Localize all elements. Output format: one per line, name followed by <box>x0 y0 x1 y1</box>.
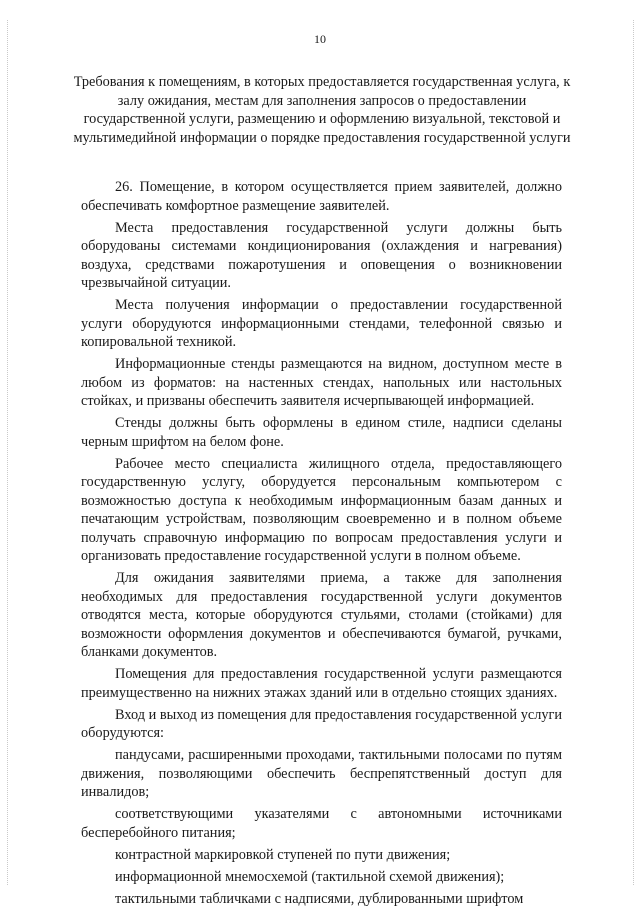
paragraph: Места предоставления государственной услуги должны быть оборудованы системами кондиционирования (охлаждения и нагревания) воздуха, средствами пожаротушения и оповещения о возникновении чрезвычайной ситуации. <box>81 219 562 291</box>
list-item: соответствующими указателями с автономными источниками бесперебойного питания; <box>81 806 562 841</box>
paragraph: Помещения для предоставления государственной услуги размещаются преимущественно на нижних этажах зданий или в отдельно стоящих зданиях. <box>81 666 562 701</box>
paragraph: Стенды должны быть оформлены в едином стиле, надписи сделаны черным шрифтом на белом фоне. <box>81 415 562 450</box>
list-item: пандусами, расширенными проходами, тактильными полосами по путям движения, позволяющими обеспечить беспрепятственный доступ для инвалидов; <box>81 747 562 800</box>
body-text <box>81 178 562 912</box>
section-heading: Требования к помещениям, в которых предоставляется государственная услуга, к залу ожидания, местам для заполнения запросов о предоставлении государственной услуги, размещению и оформлению визуальной, текстовой и мультимедийной информации о порядке предоставления государственной услуги <box>73 74 571 146</box>
paragraph: Рабочее место специалиста жилищного отдела, предоставляющего государственную услугу, оборудуется персональным компьютером с возможностью доступа к необходимым информационным базам данных и печатающим устройствам, позволяющим своевременно и в полном объеме получать справочную информацию по вопросам предоставления услуги и организовать предоставление государственной услуги в полном объеме. <box>81 455 562 564</box>
page-number: 10 <box>314 32 326 46</box>
list-item: контрастной маркировкой ступеней по пути движения; <box>115 846 451 863</box>
paragraph: 26. Помещение, в котором осуществляется прием заявителей, должно обеспечивать комфортное размещение заявителей. <box>81 179 562 214</box>
list-item: информационной мнемосхемой (тактильной схемой движения); <box>115 868 505 885</box>
scan-edge-right <box>633 20 635 885</box>
paragraph: Места получения информации о предоставлении государственной услуги оборудуются информационными стендами, телефонной связью и копировальной техникой. <box>81 297 562 350</box>
paragraph: Информационные стенды размещаются на видном, доступном месте в любом из форматов: на настенных стендах, напольных или настольных стойках, и призваны обеспечить заявителя исчерпывающей информацией. <box>81 356 562 409</box>
list-item: тактильными табличками с надписями, дублированными шрифтом <box>115 890 524 907</box>
paragraph: Для ожидания заявителями приема, а также для заполнения необходимых для предоставления государственной услуги документов отводятся места, которые оборудуются стульями, столами (стойками) для возможности оформления документов и обеспечиваются бумагой, ручками, бланками документов. <box>81 570 562 660</box>
scan-edge-left <box>7 20 9 885</box>
paragraph: Вход и выход из помещения для предоставления государственной услуги оборудуются: <box>81 706 562 741</box>
